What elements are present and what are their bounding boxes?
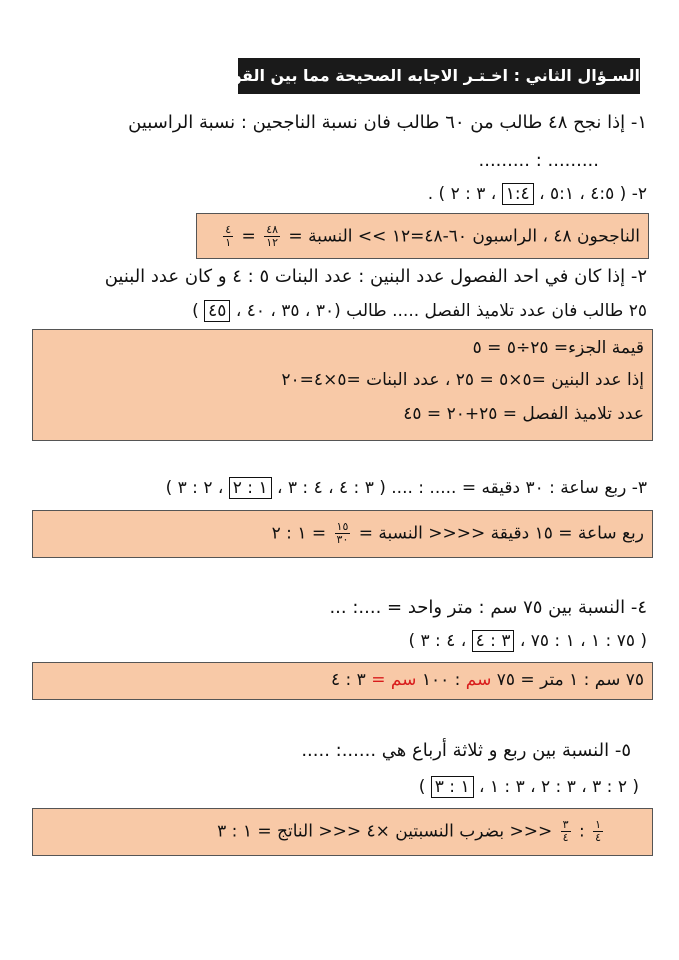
q5-fraction-2	[561, 819, 571, 844]
q5-options-suffix: )	[418, 777, 426, 797]
q1-fraction-2	[223, 224, 233, 249]
q4-solution-box	[32, 662, 653, 700]
q2-text-line2	[192, 300, 647, 322]
q5-solution-line	[217, 819, 606, 844]
q3-solution-text: ربع ساعة = ١٥ دقيقة <<<< النسبة =	[358, 523, 644, 544]
q4-solution-c: ٣ : ٤	[330, 670, 372, 690]
q4-solution-line	[331, 670, 644, 690]
q3-solution-end: = ١ : ٢	[271, 523, 327, 544]
q1-text-line1: ١- إذا نجح ٤٨ طالب من ٦٠ طالب فان نسبة الناجحين : نسبة الراسبين	[128, 112, 647, 133]
q1-options	[428, 183, 647, 205]
q3-fraction	[335, 521, 351, 546]
q1-options-prefix: ٢- ( ٤:٥ ، ٥:١ ،	[533, 184, 647, 204]
q5-solution-text: <<< بضرب النسبتين ×٤ <<< الناتج = ١ : ٣	[217, 821, 553, 842]
q1-solution-text: الناجحون ٤٨ ، الراسبون ٦٠-٤٨=١٢ >> النسبة =	[288, 226, 640, 247]
q1-frac1-den: ١٢	[266, 236, 279, 249]
q4-correct-answer: ٣ : ٤	[472, 630, 515, 652]
q1-solution-box	[196, 213, 649, 259]
q3-line-end: ، ٢ : ٣ )	[165, 478, 229, 498]
q2-correct-answer: ٤٥	[204, 300, 230, 322]
q5-frac2-den: ٤	[562, 831, 569, 844]
q4-unit-cm-2: سم =	[371, 670, 417, 690]
q4-options-suffix: ، ٤ : ٣ )	[408, 631, 467, 651]
q3-solution-line	[272, 521, 644, 546]
q5-text-line1: ٥- النسبة بين ربع و ثلاثة أرباع هي ......: .....	[301, 740, 631, 761]
q3-text-line1	[166, 477, 647, 499]
q2-line2-end: )	[192, 301, 205, 321]
q1-text-line2: ......... : .........	[478, 150, 599, 171]
q1-fraction-1	[264, 224, 280, 249]
question-title: السـؤال الثاني : اخـتـر الاجابه الصحيحة مما بين القوسين :	[238, 58, 640, 94]
q1-frac1-num: ٤٨	[266, 223, 279, 236]
q4-options	[408, 630, 647, 652]
q5-correct-answer: ١ : ٣	[431, 776, 474, 798]
q1-options-suffix: ، ٣ : ٢ ) .	[427, 184, 502, 204]
q4-solution-a: ٧٥ سم : ١ متر = ٧٥	[496, 670, 644, 690]
q5-options-prefix: ( ٢ : ٣ ، ٣ : ٢ ، ٣ : ١ ،	[478, 777, 639, 797]
q4-unit-cm-1: سم	[465, 670, 492, 690]
q5-fraction-1	[593, 819, 603, 844]
q3-solution-box	[32, 510, 653, 558]
q1-frac2-den: ١	[225, 236, 232, 249]
q5-colon: :	[578, 821, 585, 842]
q1-equals: =	[241, 226, 256, 247]
q4-text-line1: ٤- النسبة بين ٧٥ سم : متر واحد = ....: ...	[329, 597, 647, 618]
q4-options-prefix: ( ٧٥ : ١ ، ١ : ٧٥ ،	[519, 631, 647, 651]
q1-frac2-num: ٤	[225, 223, 232, 236]
q5-frac1-den: ٤	[595, 831, 601, 844]
q2-text-line1: ٢- إذا كان في احد الفصول عدد البنين : عدد البنات ٥ : ٤ و كان عدد البنين	[104, 266, 647, 287]
q4-solution-b: : ١٠٠	[421, 670, 466, 690]
q5-options	[419, 776, 639, 798]
q1-correct-answer: ١:٤	[502, 183, 534, 205]
q3-frac-num: ١٥	[336, 520, 349, 533]
q3-frac-den: ٣٠	[336, 533, 349, 546]
q5-frac1-num: ١	[595, 818, 601, 831]
q2-solution-line2: إذا عدد البنين =٥×٥ = ٢٥ ، عدد البنات =٥×٤=٢٠	[281, 370, 644, 390]
q3-correct-answer: ١ : ٢	[229, 477, 272, 499]
q3-question: ٣- ربع ساعة : ٣٠ دقيقه = ..... : .... ( ٣ : ٤ ، ٤ : ٣ ،	[276, 478, 647, 498]
q2-line2-text: ٢٥ طالب فان عدد تلاميذ الفصل ..... طالب (٣٠ ، ٣٥ ، ٤٠ ،	[235, 301, 647, 321]
q1-solution-line	[220, 224, 640, 249]
q2-solution-line3: عدد تلاميذ الفصل = ٢٥+٢٠ = ٤٥	[403, 404, 644, 424]
q5-frac2-num: ٣	[562, 818, 569, 831]
q2-solution-box	[32, 329, 653, 441]
q5-solution-box	[32, 808, 653, 856]
q2-solution-line1: قيمة الجزء= ٢٥÷٥ = ٥	[472, 338, 644, 358]
